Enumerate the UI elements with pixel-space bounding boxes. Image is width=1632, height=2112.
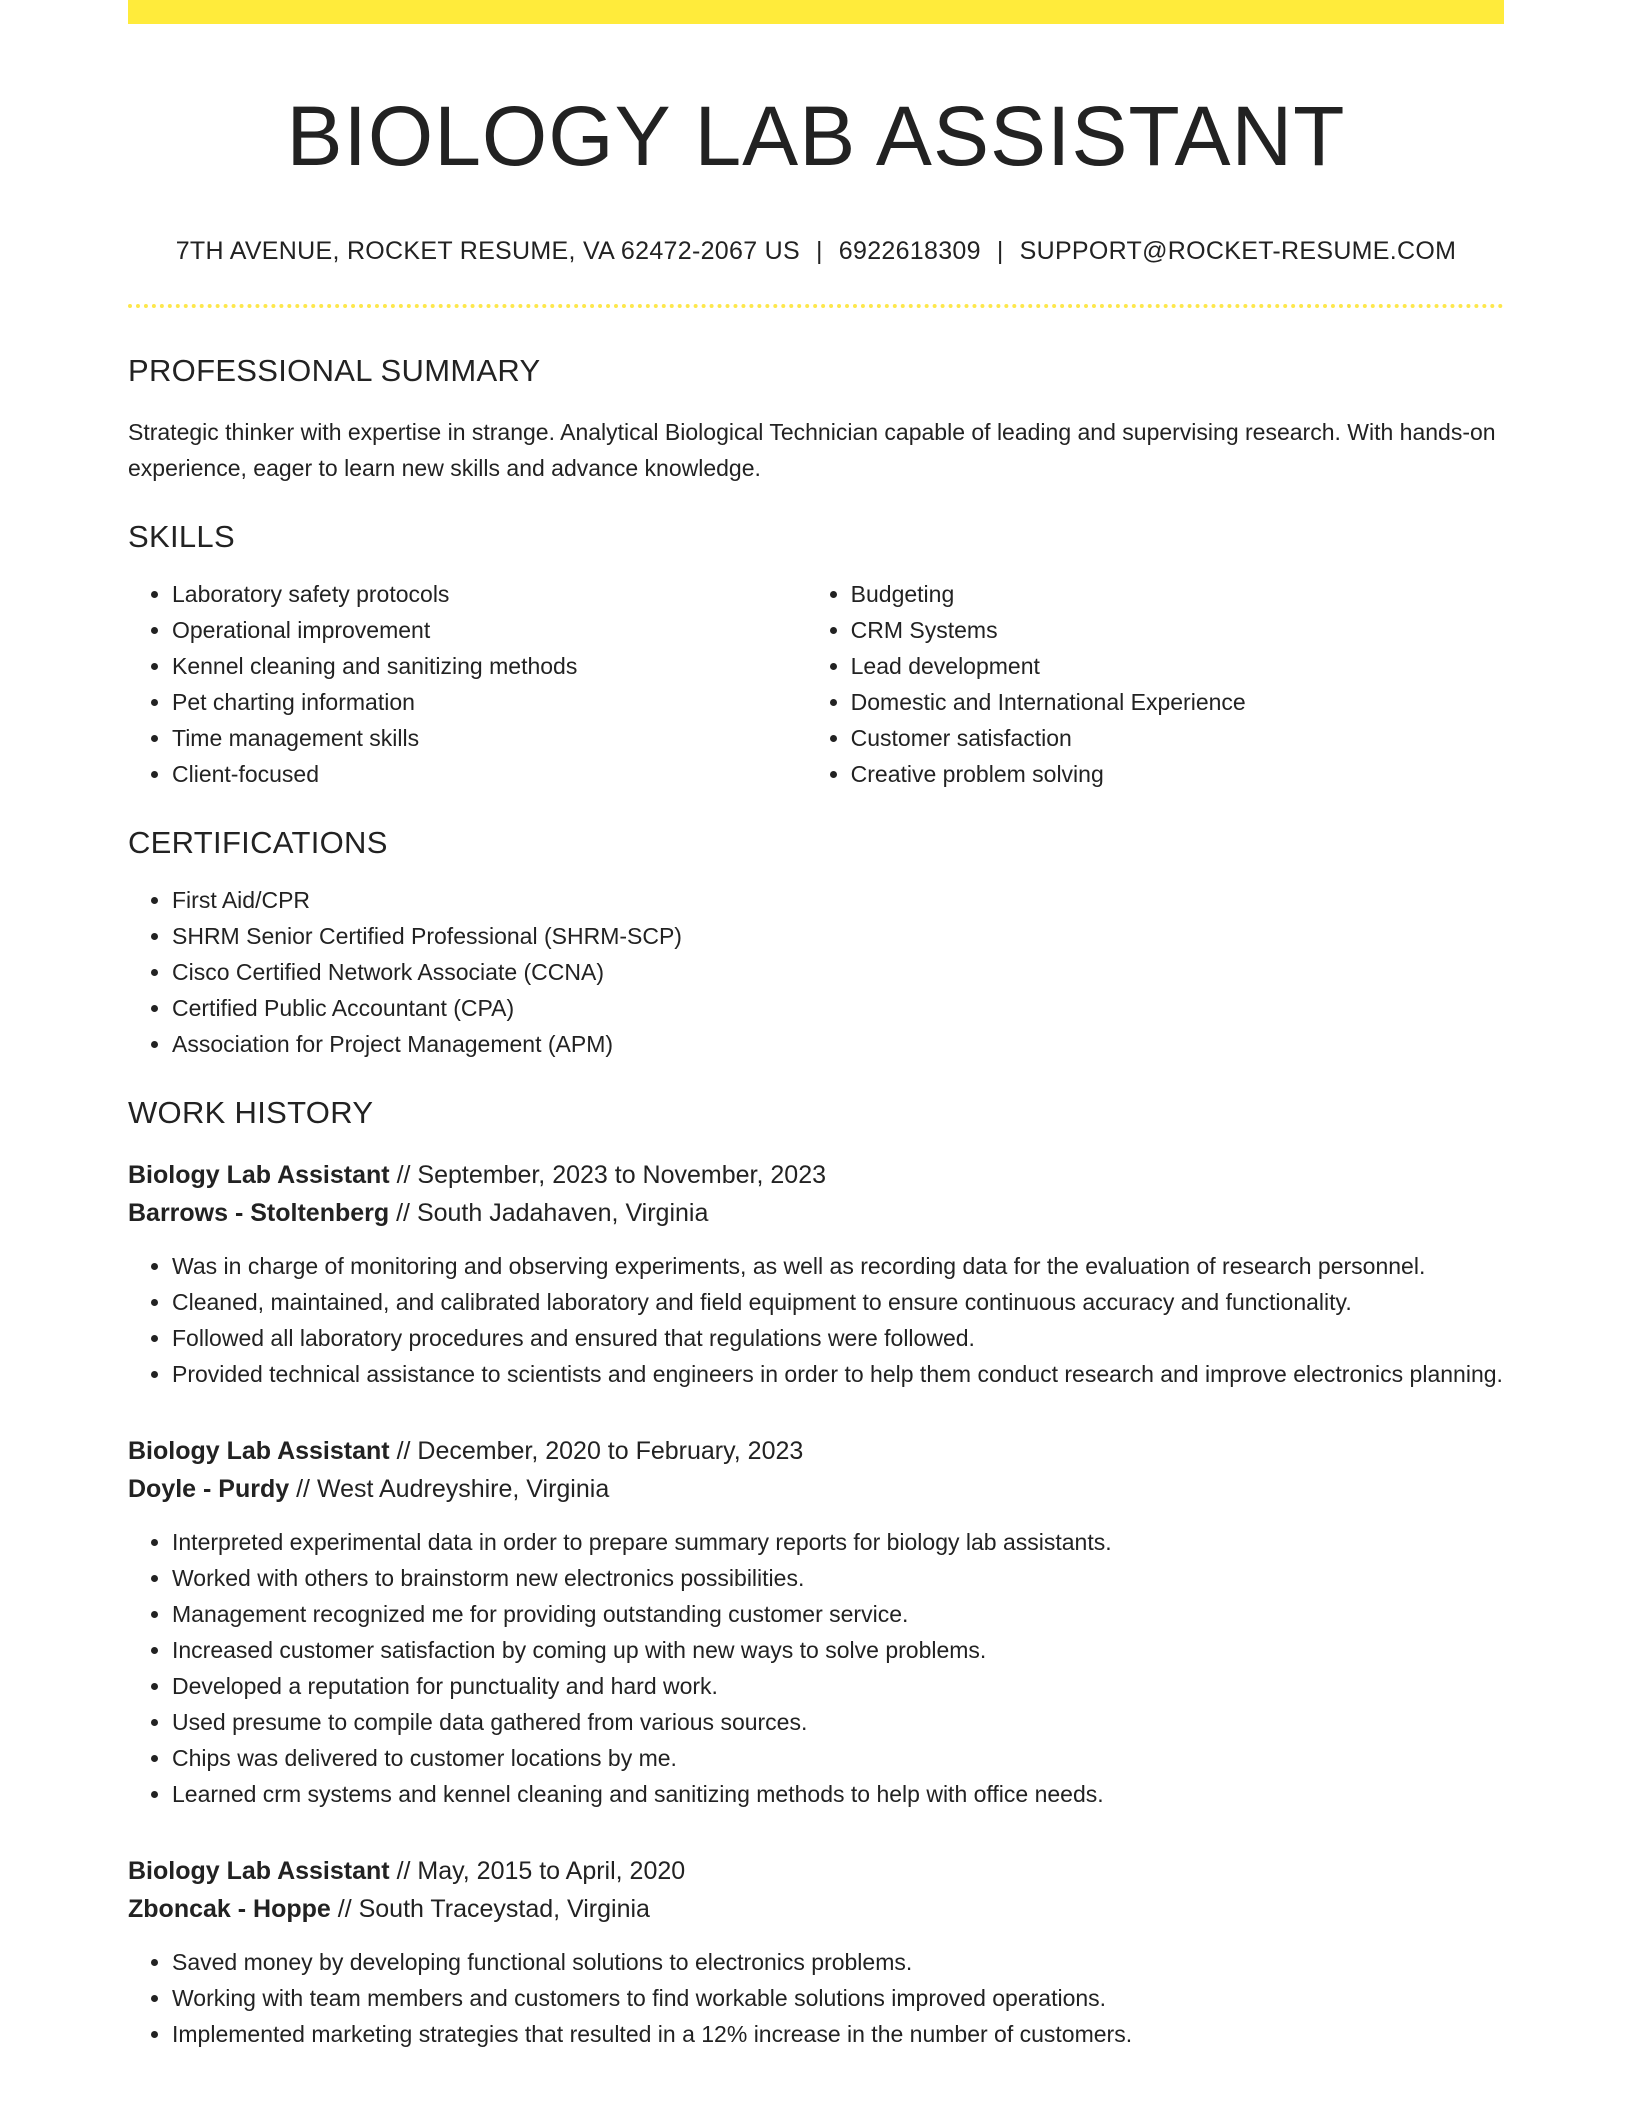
list-item: • Learned crm systems and kennel cleaning and sanitizing methods to help with office needs. [172, 1776, 1504, 1812]
job-title: Biology Lab Assistant [128, 1437, 390, 1465]
list-item: • Increased customer satisfaction by coming up with new ways to solve problems. [172, 1632, 1504, 1668]
list-item: • Creative problem solving [851, 756, 1504, 792]
accent-bar [128, 0, 1504, 24]
job-title-line [128, 1432, 1504, 1470]
job-company-line [128, 1194, 1504, 1232]
summary-text: Strategic thinker with expertise in strange. Analytical Biological Technician capable of leading and supervising research. With hands-on experience, eager to learn new skills and advance knowledge. [128, 419, 1496, 481]
job-title-line [128, 1852, 1504, 1890]
skills-left-column [128, 576, 807, 792]
job-entry [128, 1852, 1504, 2052]
job-company: Zboncak - Hoppe [128, 1895, 331, 1923]
list-item: • Cisco Certified Network Associate (CCNA) [172, 954, 1504, 990]
list-item: • Implemented marketing strategies that resulted in a 12% increase in the number of customers. [172, 2016, 1504, 2052]
job-dates: // September, 2023 to November, 2023 [396, 1161, 827, 1189]
list-item: • Worked with others to brainstorm new electronics possibilities. [172, 1560, 1504, 1596]
list-item: • Certified Public Accountant (CPA) [172, 990, 1504, 1026]
list-item: • Saved money by developing functional solutions to electronics problems. [172, 1944, 1504, 1980]
address: 7TH AVENUE, ROCKET RESUME, VA 62472-2067 US [175, 237, 800, 265]
resume-page [128, 0, 1504, 2052]
list-item: • Interpreted experimental data in order to prepare summary reports for biology lab assistants. [172, 1524, 1504, 1560]
certifications-heading: CERTIFICATIONS [128, 825, 388, 860]
list-item: • Followed all laboratory procedures and ensured that regulations were followed. [172, 1320, 1504, 1356]
contact-line [128, 234, 1504, 268]
list-item: • Client-focused [172, 756, 807, 792]
job-company-line [128, 1890, 1504, 1928]
separator: | [815, 237, 823, 265]
list-item: • First Aid/CPR [172, 882, 1504, 918]
job-bullets [128, 1248, 1504, 1392]
list-item: • Kennel cleaning and sanitizing methods [172, 648, 807, 684]
job-title: Biology Lab Assistant [128, 1161, 390, 1189]
job-title: Biology Lab Assistant [128, 1857, 390, 1885]
list-item: • Laboratory safety protocols [172, 576, 807, 612]
list-item: • CRM Systems [851, 612, 1504, 648]
job-dates: // May, 2015 to April, 2020 [396, 1857, 686, 1885]
list-item: • Pet charting information [172, 684, 807, 720]
list-item: • Was in charge of monitoring and observing experiments, as well as recording data for the evaluation of research personnel. [172, 1248, 1504, 1284]
job-entry [128, 1432, 1504, 1812]
work-history-heading: WORK HISTORY [128, 1095, 374, 1130]
list-item: • Cleaned, maintained, and calibrated laboratory and field equipment to ensure continuous accuracy and functionality. [172, 1284, 1504, 1320]
job-bullets [128, 1944, 1504, 2052]
job-bullets [128, 1524, 1504, 1812]
job-company: Doyle - Purdy [128, 1475, 290, 1503]
separator: | [996, 237, 1004, 265]
skills-heading: SKILLS [128, 519, 235, 554]
list-item: • Customer satisfaction [851, 720, 1504, 756]
phone: 6922618309 [838, 237, 981, 265]
certifications-list [128, 882, 1504, 1062]
list-item: • Time management skills [172, 720, 807, 756]
skills-list [128, 576, 1504, 792]
job-title-line [128, 1156, 1504, 1194]
job-company: Barrows - Stoltenberg [128, 1199, 390, 1227]
list-item: • Working with team members and customers to find workable solutions improved operations. [172, 1980, 1504, 2016]
job-location: // West Audreyshire, Virginia [296, 1475, 610, 1503]
list-item: • Used presume to compile data gathered from various sources. [172, 1704, 1504, 1740]
list-item: • Association for Project Management (APM) [172, 1026, 1504, 1062]
dotted-divider [128, 304, 1504, 308]
email: SUPPORT@ROCKET-RESUME.COM [1019, 237, 1457, 265]
summary-heading: PROFESSIONAL SUMMARY [128, 353, 541, 388]
list-item: • Chips was delivered to customer locations by me. [172, 1740, 1504, 1776]
list-item: • Budgeting [851, 576, 1504, 612]
list-item: • Provided technical assistance to scientists and engineers in order to help them conduct research and improve electronics planning. [172, 1356, 1504, 1392]
job-entry [128, 1156, 1504, 1392]
job-dates: // December, 2020 to February, 2023 [396, 1437, 804, 1465]
list-item: • SHRM Senior Certified Professional (SHRM-SCP) [172, 918, 1504, 954]
list-item: • Domestic and International Experience [851, 684, 1504, 720]
resume-title: BIOLOGY LAB ASSISTANT [286, 89, 1346, 183]
job-location: // South Traceystad, Virginia [337, 1895, 650, 1923]
skills-right-column [807, 576, 1504, 792]
list-item: • Lead development [851, 648, 1504, 684]
job-company-line [128, 1470, 1504, 1508]
list-item: • Developed a reputation for punctuality and hard work. [172, 1668, 1504, 1704]
list-item: • Operational improvement [172, 612, 807, 648]
job-location: // South Jadahaven, Virginia [396, 1199, 709, 1227]
list-item: • Management recognized me for providing outstanding customer service. [172, 1596, 1504, 1632]
